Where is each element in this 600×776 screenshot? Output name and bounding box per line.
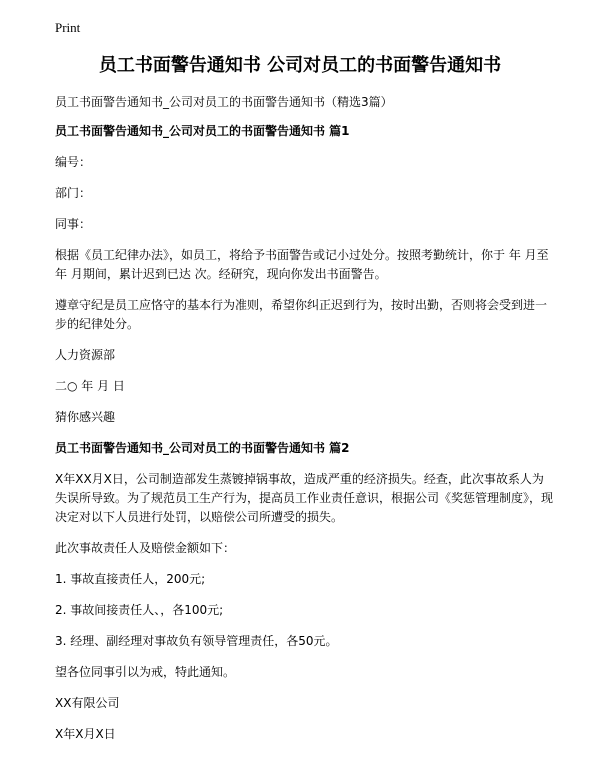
print-link[interactable]: Print: [55, 20, 81, 35]
document-title: 员工书面警告通知书 公司对员工的书面警告通知书: [98, 55, 502, 76]
section-heading: 员工书面警告通知书_公司对员工的书面警告通知书 篇2: [55, 441, 350, 455]
signature-department: 人力资源部: [55, 348, 116, 362]
document-body: [55, 93, 555, 756]
paragraph: 望各位同事引以为戒，特此通知。: [55, 665, 236, 679]
related-label: 猜你感兴趣: [55, 410, 116, 424]
signature-date: X年X月X日: [55, 727, 116, 741]
paragraph: 此次事故责任人及赔偿金额如下：: [55, 541, 236, 555]
paragraph: 遵章守纪是员工应恪守的基本行为准则，希望你纠正迟到行为，按时出勤，否则将会受到进一步的纪律处分。: [55, 298, 548, 331]
signature-company: XX有限公司: [55, 696, 120, 710]
list-item: 1. 事故直接责任人，200元;: [55, 572, 206, 586]
signature-date: 二○ 年 月 日: [55, 379, 125, 393]
paragraph: 根据《员工纪律办法》，如员工，将给予书面警告或记小过处分。按照考勤统计，你于 年 月至 年 月期间，累计迟到已达 次。经研究，现向你发出书面警告。: [55, 248, 549, 281]
section-heading: 员工书面警告通知书_公司对员工的书面警告通知书 篇1: [55, 124, 350, 138]
field-number: 编号：: [55, 155, 92, 169]
document-subtitle: 员工书面警告通知书_公司对员工的书面警告通知书（精选3篇）: [55, 95, 393, 109]
field-colleague: 同事：: [55, 217, 92, 231]
paragraph: X年XX月X日，公司制造部发生蒸镀掉锅事故，造成严重的经济损失。经查，此次事故系人为失误所导致。为了规范员工生产行为，提高员工作业责任意识，根据公司《奖惩管理制度》，现决定对以下人员进行处罚，以赔偿公司所遭受的损失。: [55, 472, 554, 524]
field-department: 部门：: [55, 186, 92, 200]
list-item: 3. 经理、副经理对事故负有领导管理责任，各50元。: [55, 634, 338, 648]
list-item: 2. 事故间接责任人、，各100元;: [55, 603, 224, 617]
